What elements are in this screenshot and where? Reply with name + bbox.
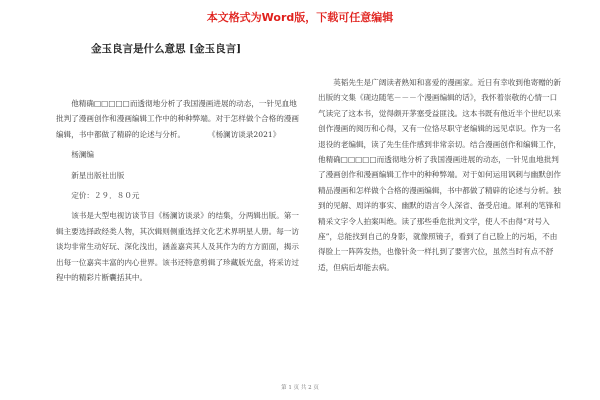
page-footer: 第 1 页 共 2 页: [281, 385, 319, 391]
left-paragraph-2: 该书是大型电视访谈节目《杨澜访谈录》的结集，分两辑出版。第一辑主要选择政经类人物，其次辑则侧重选择文化艺术界明星人册。每一访谈均非常生动好玩、深化浅出，涵盖嘉宾其人及其作为的方方面面，揭示出每一位嘉宾丰富的内心世界。该书还特意剪辑了珍藏版光盘，将采访过程中的精彩片断囊括其中。: [56, 211, 299, 283]
right-paragraph: 英韬先生是广阔读者熟知和喜爱的漫画家。近日有幸收到他寄赠的新出版的文集《砚边随笔－－－个漫画编辑的话》，我怀着崇敬的心情一口气读完了这本书，觉得颇开茅塞受益匪浅。这本书既有他近半个世纪以来创作漫画的阅历和心得，又有一位恪尽职守老编辑的远见卓识。作为一名退役的老编辑，读了先生佳作感到非常亲切。结合漫画创作和编辑工作，他精确□□□□□而透彻地分析了我国漫画进展的动态，一针见血地批判了漫画创作和漫画编辑工作中的种种弊端。对于如何运用讽刺与幽默创作精品漫画和怎样做个合格的漫画编辑，书中都做了精辟的论述与分析。独到的见解、周详的事实、幽默的语言令人深省、备受启迪。犀利的笔锋和精采文字令人拍案叫绝。读了那些垂危批判文学，使人不由得“对号入座”，总能找到自己的身影，就像照镜子，看到了自己脸上的污垢，不由得脸上一阵阵发热，也像针灸一样扎到了要害穴位，虽然当时有点不舒适，但病后却能去病。: [318, 78, 561, 272]
right-column: [318, 75, 563, 275]
document-title: 金玉良言是什么意思 [金玉良言]: [91, 43, 242, 55]
left-paragraph-1: 他精确□□□□□而透彻地分析了我国漫画进展的动态，一针见血地批判了漫画创作和漫画编辑工作中的种种弊端。对于怎样做个合格的漫画编辑，书中都做了精辟的论述与分析。 《杨澜访谈录2021》: [56, 99, 299, 139]
book-publisher: 新星出版社出版: [71, 170, 125, 180]
book-editor: 杨澜编: [71, 150, 94, 160]
left-column: [56, 96, 300, 285]
download-banner: 本文格式为Word版，下载可任意编辑: [206, 11, 394, 24]
book-price: 定价：２９．８０元: [71, 191, 140, 201]
